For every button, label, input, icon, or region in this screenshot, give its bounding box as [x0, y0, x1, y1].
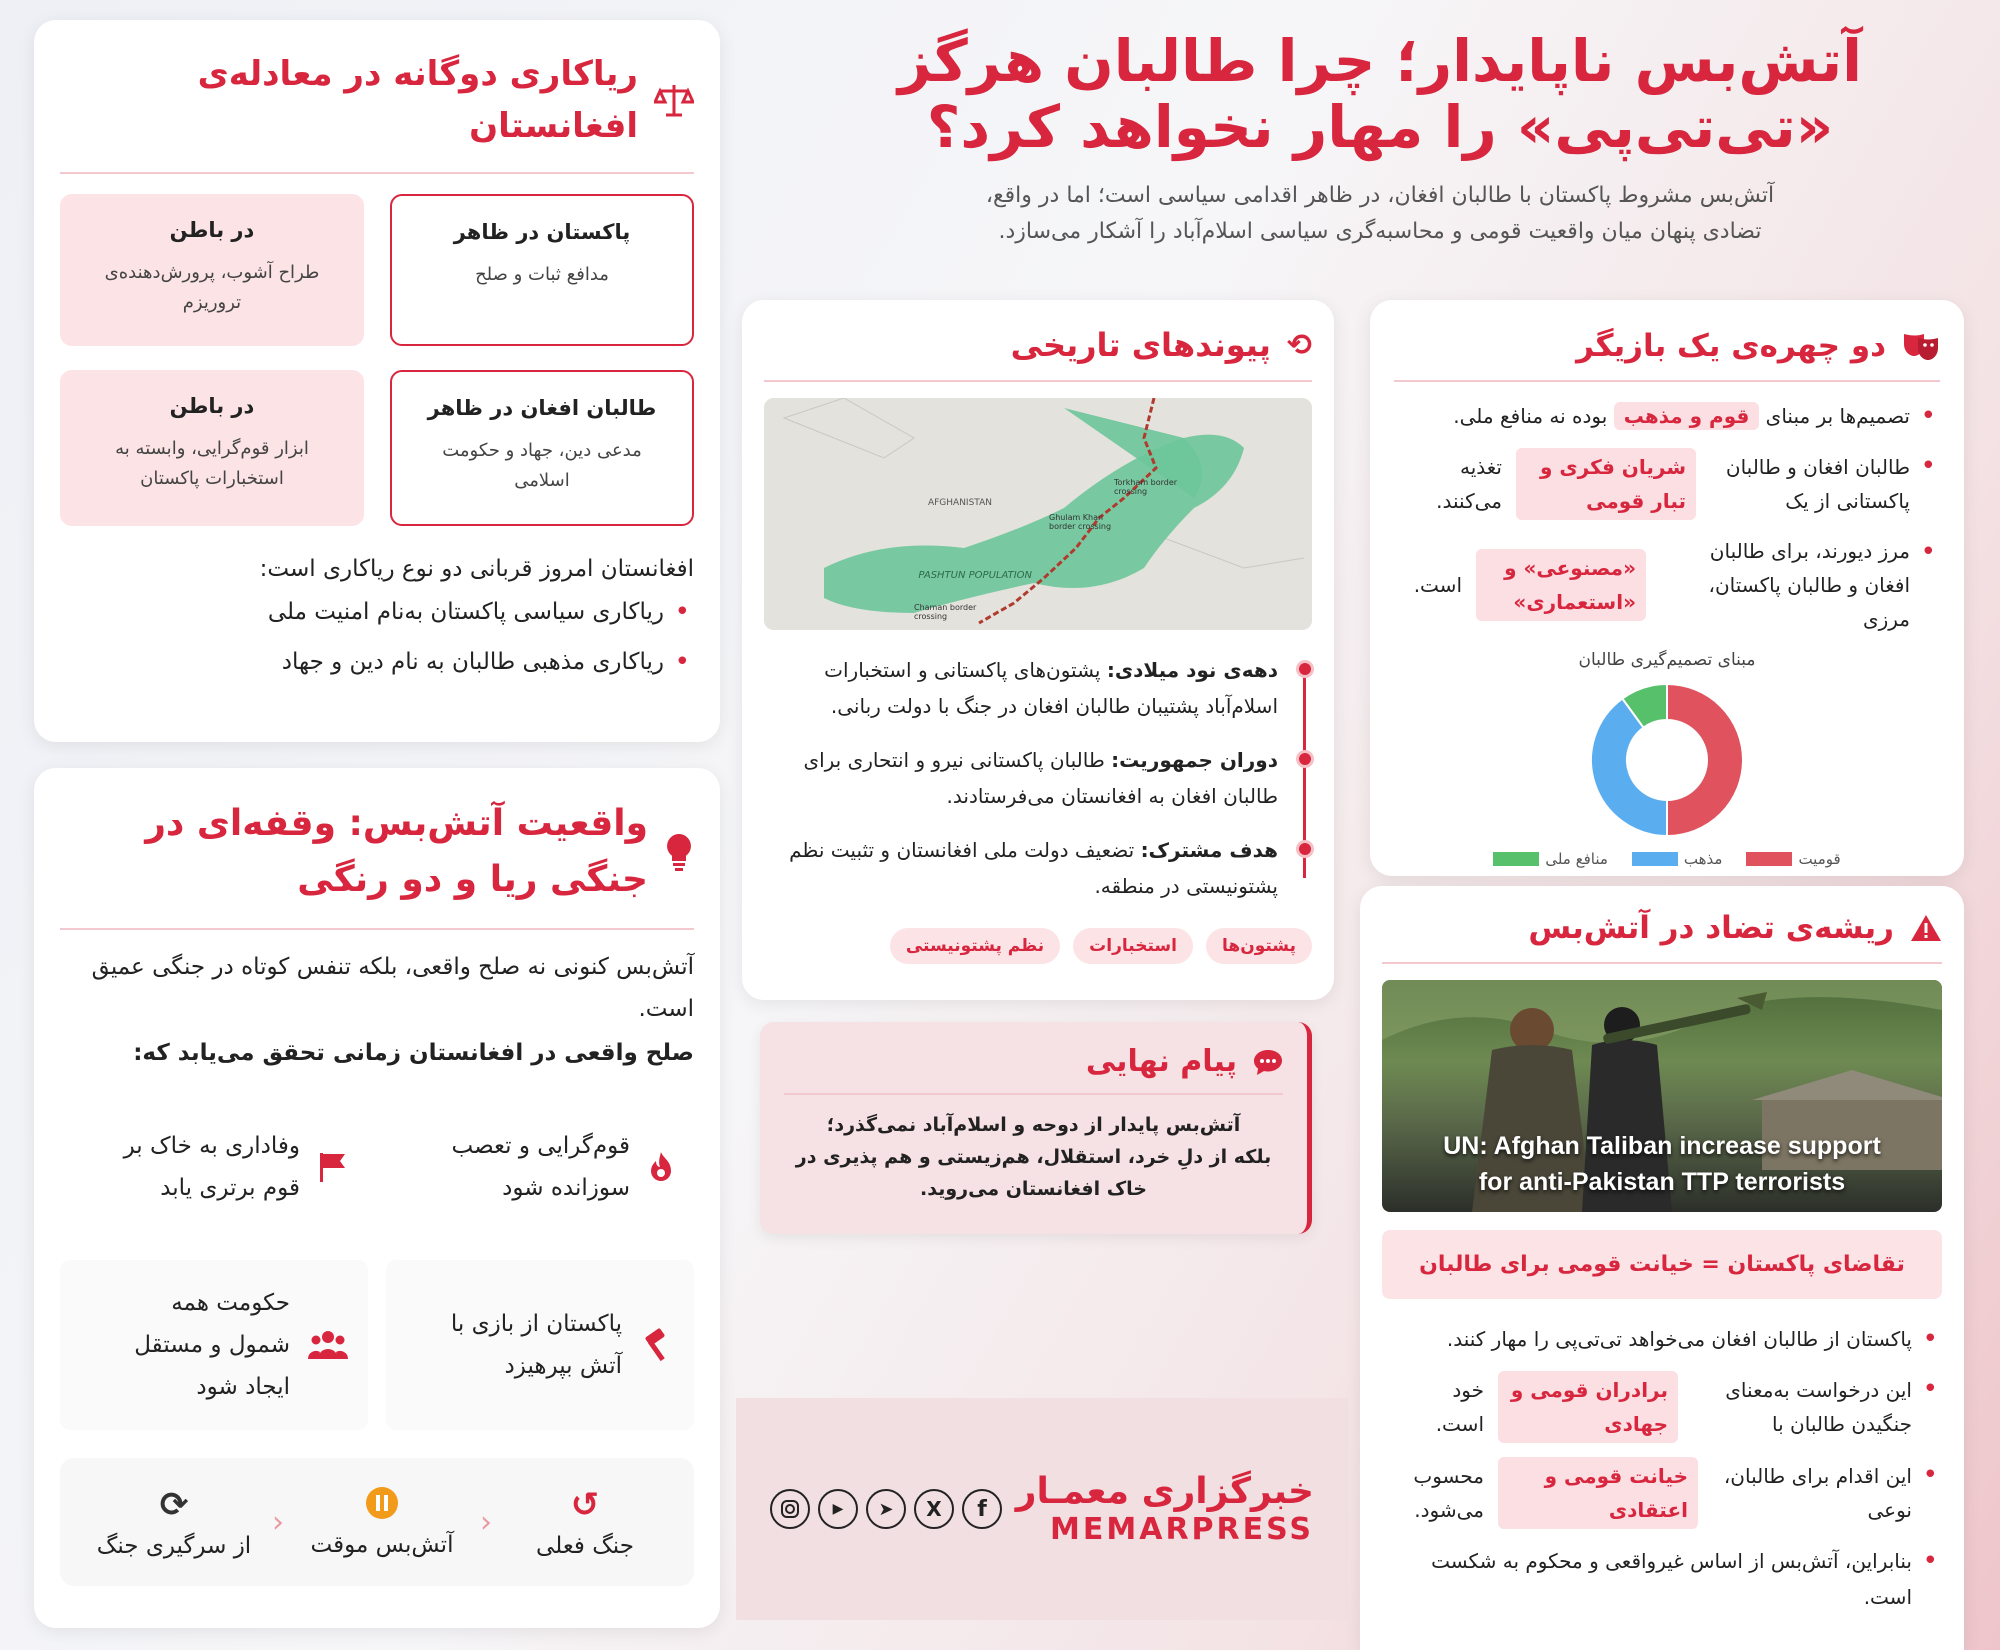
legend-label: منافع ملی: [1545, 850, 1608, 868]
news-photo: [1382, 980, 1942, 1212]
condition-item: پاکستان از بازی با آتش بپرهیزد: [386, 1260, 694, 1430]
divider: [60, 172, 694, 174]
tag: نظم پشتونیستی: [890, 928, 1060, 964]
bulb-icon: [664, 832, 694, 872]
appearance-box-taliban: طالبان افغان در ظاهر مدعی دین، جهاد و حکومت اسلامی: [390, 370, 694, 526]
brand-fa: خبرگزاری معمـار: [1015, 1471, 1314, 1512]
timeline: [764, 652, 1312, 904]
condition-item: قوم‌گرایی و تعصب سوزانده شود: [386, 1092, 694, 1242]
war-cycle: [60, 1458, 694, 1586]
chart-legend: [1394, 850, 1940, 868]
scales-icon: [654, 82, 694, 118]
legend-label: مذهب: [1683, 850, 1723, 868]
list-item: • بنابراین، آتش‌بس از اساس غیرواقعی و محکوم به شکست است.: [1382, 1543, 1942, 1615]
inner-box-pakistan: در باطن طراح آشوب، پرورش‌دهنده‌ی تروریزم: [60, 194, 364, 346]
timeline-dot: [1296, 750, 1314, 768]
contradiction-title: ریشه‌ی تضاد در آتش‌بس: [1528, 910, 1894, 946]
chevron-left-icon: ‹: [480, 1504, 492, 1540]
pie-slice-0: [1667, 684, 1743, 836]
tag-list: [764, 928, 1312, 964]
divider: [60, 928, 694, 930]
ceasefire-title: واقعیت آتش‌بس: وقفه‌ای در جنگی ریا و دو رنگی: [145, 803, 648, 900]
contradiction-card: [1360, 886, 1964, 1650]
page-subtitle: آتش‌بس مشروط پاکستان با طالبان افغان، در ظاهر اقدامی سیاسی است؛ اما در واقع، تضادی پنهان میان واقعیت قومی و محاسبه‌گری سیاسی اسلام‌آباد را آشکار می‌سازد.: [985, 183, 1775, 244]
list-item: • این اقدام برای طالبان، نوعی خیانت قومی و اعتقادی محسوب می‌شود.: [1382, 1457, 1942, 1529]
list-item: • ریاکاری سیاسی پاکستان به‌نام امنیت ملی: [60, 594, 694, 630]
contradiction-list: [1382, 1321, 1942, 1615]
decision-basis-chart: [1394, 670, 1940, 850]
youtube-icon[interactable]: ▶: [818, 1489, 858, 1529]
legend-swatch: [1632, 852, 1678, 866]
timeline-item: دهه‌ی نود میلادی: پشتون‌های پاکستانی و استخبارات اسلام‌آباد پشتیبان طالبان افغان در جنگ با دولت ربانی.: [764, 652, 1278, 724]
refresh-icon: ⟳: [159, 1485, 189, 1525]
list-item: • پاکستان از طالبان افغان می‌خواهد تی‌تی‌پی را مهار کنند.: [1382, 1321, 1942, 1357]
final-message-card: [760, 1022, 1312, 1234]
divider: [1382, 962, 1942, 964]
appearance-box-pakistan: پاکستان در ظاهر مدافع ثبات و صلح: [390, 194, 694, 346]
cycle-step: آتش‌بس موقت: [292, 1486, 472, 1558]
history-card: [742, 300, 1334, 1000]
telegram-icon[interactable]: ➤: [866, 1489, 906, 1529]
final-message-title: پیام نهایی: [1085, 1044, 1237, 1079]
legend-label: قومیت: [1798, 850, 1841, 868]
condition-item: حکومت همه شمول و مستقل ایجاد شود: [60, 1260, 368, 1430]
two-faces-list: [1394, 398, 1940, 636]
warning-icon: [1910, 914, 1942, 942]
history-icon: ⟲: [1286, 327, 1312, 363]
condition-item: وفاداری به خاک بر قوم برتری یابد: [60, 1092, 368, 1242]
pashtun-map: AFGHANISTAN PASHTUN POPULATION Torkham border crossing Ghulam Khan border crossing Chaman border crossing: [764, 398, 1312, 630]
history-title: پیوندهای تاریخی: [1010, 326, 1271, 364]
list-item: • تصمیم‌ها بر مبنای قوم و مذهب بوده نه منافع ملی.: [1394, 398, 1940, 434]
timeline-item: هدف مشترک: تضعیف دولت ملی افغانستان و تثبیت نظم پشتونیستی در منطقه.: [764, 832, 1278, 904]
legend-swatch: [1493, 852, 1539, 866]
group-icon: [308, 1329, 348, 1361]
masks-icon: [1902, 331, 1940, 361]
legend-swatch: [1746, 852, 1792, 866]
conditions-grid: [60, 1092, 694, 1430]
ceasefire-text: آتش‌بس کنونی نه صلح واقعی، بلکه تنفس کوتاه در جنگی عمیق است.: [91, 954, 694, 1022]
photo-caption: UN: Afghan Taliban increase support for anti-Pakistan TTP terrorists: [1443, 1132, 1881, 1196]
list-item: • این درخواست به‌معنای جنگیدن طالبان با برادران قومی و جهادی خود است.: [1382, 1371, 1942, 1443]
legend-item: [1632, 850, 1723, 868]
hypocrisy-grid: [60, 194, 694, 526]
legend-item: [1493, 850, 1608, 868]
cycle-step: ⟳ از سرگیری جنگ: [96, 1485, 252, 1559]
list-item: • مرز دیورند، برای طالبان افغان و طالبان پاکستان، مرزی «مصنوعی» و «استعماری» است.: [1394, 534, 1940, 636]
page-header: [880, 28, 1880, 250]
divider: [764, 380, 1312, 382]
cycle-step: ↺ جنگ فعلی: [536, 1485, 634, 1559]
hammer-icon: [640, 1328, 674, 1362]
chart-title: مبنای تصمیم‌گیری طالبان: [1578, 650, 1756, 670]
list-item: • طالبان افغان و طالبان پاکستانی از یک شریان فکری و تبار قومی تغذیه می‌کنند.: [1394, 448, 1940, 520]
inner-box-taliban: در باطن ابزار قوم‌گرایی، وابسته به استخبارات پاکستان: [60, 370, 364, 526]
instagram-icon[interactable]: [770, 1489, 810, 1529]
x-icon[interactable]: X: [914, 1489, 954, 1529]
ceasefire-reality-card: [34, 768, 720, 1628]
map-graphic: [764, 398, 1312, 630]
flag-icon: [318, 1151, 348, 1183]
timeline-item: دوران جمهوریت: طالبان پاکستانی نیرو و انتحاری برای طالبان افغان به افغانستان می‌فرستادند.: [764, 742, 1278, 814]
footer-banner: [736, 1398, 1348, 1620]
chevron-left-icon: ‹: [272, 1504, 284, 1540]
two-faces-title: دو چهره‌ی یک بازیگر: [1576, 328, 1886, 364]
social-icons: [770, 1489, 1002, 1529]
divider: [784, 1093, 1283, 1095]
flame-icon: [648, 1151, 674, 1183]
tag: استخبارات: [1073, 928, 1193, 964]
facebook-icon[interactable]: f: [962, 1489, 1002, 1529]
hypocrisy-list: [60, 594, 694, 680]
timeline-dot: [1296, 660, 1314, 678]
legend-item: [1746, 850, 1840, 868]
timeline-dot: [1296, 840, 1314, 858]
final-message-line1: آتش‌بس پایدار از دوحه و اسلام‌آباد نمی‌گذرد؛: [826, 1114, 1241, 1136]
tag: پشتون‌ها: [1206, 928, 1312, 964]
brand-en: MEMARPRESS: [1050, 1512, 1314, 1547]
undo-icon: ↺: [570, 1485, 600, 1525]
list-item: • ریاکاری مذهبی طالبان به نام دین و جهاد: [60, 644, 694, 680]
chat-icon: [1253, 1048, 1283, 1076]
equation-banner: تقاضای پاکستان = خیانت قومی برای طالبان: [1382, 1230, 1942, 1299]
hypocrisy-intro: افغانستان امروز قربانی دو نوع ریاکاری است:: [259, 556, 694, 582]
page-title: آتش‌بس ناپایدار؛ چرا طالبان هرگز «تی‌تی‌پی» را مهار نخواهد کرد؟: [897, 27, 1863, 161]
two-faces-card: [1370, 300, 1964, 876]
hypocrisy-card: [34, 20, 720, 742]
pause-icon: [365, 1486, 399, 1520]
hypocrisy-title: ریاکاری دوگانه در معادله‌ی افغانستان: [197, 54, 638, 146]
brand: [1016, 1471, 1314, 1547]
final-message-line2: بلکه از دلِ خرد، استقلال، هم‌زیستی و هم پذیری در خاک افغانستان می‌روید.: [795, 1146, 1272, 1200]
divider: [1394, 380, 1940, 382]
ceasefire-subheading: صلح واقعی در افغانستان زمانی تحقق می‌یابد که:: [133, 1040, 694, 1066]
